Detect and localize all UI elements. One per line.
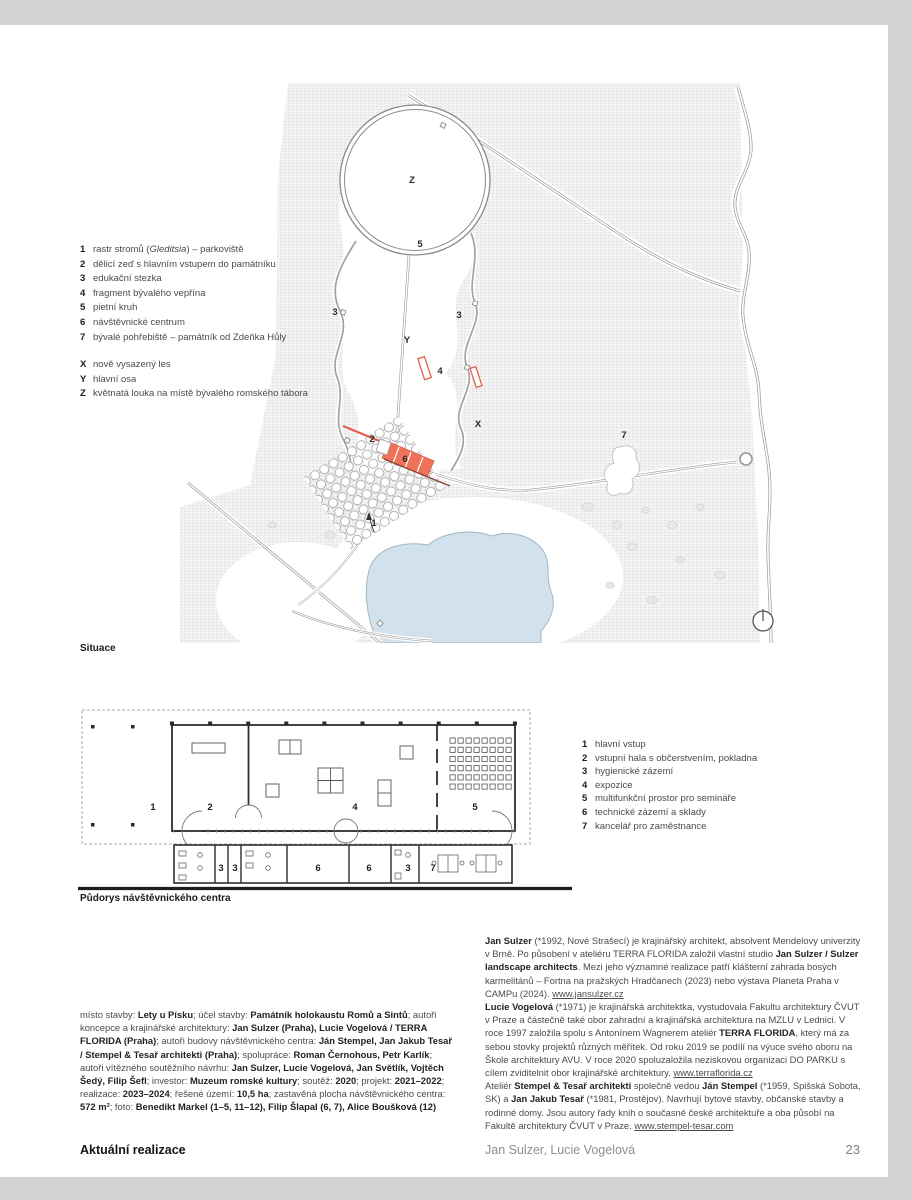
legend-key: 1 <box>80 244 86 255</box>
text-segment: 2020 <box>335 1075 357 1087</box>
text-segment: ) – parkoviště <box>186 244 244 255</box>
text-segment: rastr stromů ( <box>93 244 150 255</box>
page-number: 23 <box>845 1142 860 1157</box>
room-label-1: 1 <box>150 802 156 813</box>
text-segment: ; autoři budovy návštěvnického centra: <box>156 1035 319 1047</box>
legend-text <box>595 765 877 779</box>
text-segment: Jan Sulzer (Praha), Lucie Vogelová / TERRA FLORIDA (Praha) <box>80 1022 427 1047</box>
text-segment: ; realizace: <box>80 1075 445 1100</box>
pond <box>366 532 553 643</box>
text-segment: společně vedou <box>631 1080 703 1092</box>
memorial-circle <box>340 105 490 255</box>
map-label-6: 6 <box>402 454 408 465</box>
map-label-4: 4 <box>437 366 443 377</box>
text-segment: místo stavby: <box>80 1009 138 1020</box>
text-segment: Ján Stempel, Jan Jakub Tesař / Stempel & Tesař architekti (Praha) <box>80 1035 453 1060</box>
text-segment: Benedikt Markel (1–5, 11–12), Filip Šlapal (6, 7), Alice Boušková (12) <box>135 1101 437 1113</box>
legend-text <box>93 258 365 273</box>
service-band <box>174 845 512 883</box>
legend-text <box>93 358 365 373</box>
legend-item <box>582 738 877 752</box>
text-segment: 10,5 ha <box>236 1088 269 1100</box>
room-label-4: 4 <box>352 802 358 813</box>
map-label-5: 5 <box>417 239 423 250</box>
legend-key: Y <box>80 373 87 385</box>
bio-paragraph <box>485 1079 862 1132</box>
room-label-3c: 3 <box>405 863 411 874</box>
bio-paragraph <box>485 1000 862 1079</box>
legend-key: Z <box>80 388 86 400</box>
legend-item <box>582 765 877 779</box>
page <box>0 25 888 1177</box>
text-segment: nově vysazený les <box>93 359 171 371</box>
room-label-6a: 6 <box>315 863 321 874</box>
map-label-y: Y <box>403 335 411 346</box>
legend-key: 4 <box>80 287 86 299</box>
legend-item <box>582 806 877 820</box>
footer-section-title: Aktuální realizace <box>80 1143 186 1157</box>
legend-text <box>93 287 365 302</box>
legend-key: 3 <box>582 766 588 778</box>
legend-text <box>93 387 365 402</box>
legend-text <box>93 316 365 331</box>
room-label-7: 7 <box>430 863 436 874</box>
legend-item <box>582 779 877 793</box>
legend-item <box>80 258 365 273</box>
text-segment: hlavní vstup <box>595 739 646 750</box>
text-segment: pietní kruh <box>93 302 138 314</box>
text-segment: TERRA FLORIDA <box>719 1027 796 1039</box>
text-segment: (*1981, Prostějov). Navrhují bytové stavby, občanské stavby a rodinné domy. Jsou autory řady knih o současné české architektuře a oba působí na Fakultě architektury ČVUT v Praze. <box>485 1093 844 1131</box>
text-segment: (*1971) je krajinářská architektka, vystudovala Fakultu architektury ČVUT v Praze a částečně také obor zahradní a krajinářská architektura na MZLU v Lednici. V roce 1997 založila spolu s Antonínem Wagnerem ateliér <box>485 1001 860 1039</box>
legend-key: 6 <box>582 806 588 818</box>
text-segment: Jan Sulzer, Lucie Vogelová, Jan Světlík, Vojtěch Šedý, Filip Šefl <box>80 1061 444 1087</box>
text-segment: vstupní hala s občerstvením, pokladna <box>595 752 758 764</box>
legend-item <box>80 287 365 302</box>
text-segment: ; investor: <box>146 1075 190 1087</box>
text-segment: 2021–2022 <box>394 1075 442 1087</box>
legend-text <box>595 779 877 793</box>
bio-paragraph <box>485 934 862 1000</box>
map-label-1: 1 <box>371 518 377 529</box>
text-segment: expozice <box>595 779 633 791</box>
map-label-3a: 3 <box>332 307 338 318</box>
project-info <box>80 1008 456 1114</box>
text-segment: Gleditsia <box>149 244 187 255</box>
room-label-2: 2 <box>207 802 213 813</box>
text-segment: Jan Sulzer / Sulzer landscape architects <box>485 948 859 973</box>
legend-text <box>595 752 877 766</box>
legend-text <box>93 243 365 258</box>
text-segment: hygienické zázemí <box>595 766 674 778</box>
legend-key: 1 <box>582 739 588 750</box>
map-label-3b: 3 <box>456 310 462 321</box>
floor-plan-legend <box>582 738 877 833</box>
legend-key: 5 <box>80 302 86 314</box>
legend-key: X <box>80 359 87 371</box>
map-label-x: X <box>474 419 482 430</box>
legend-key: 4 <box>582 779 588 791</box>
legend-item <box>80 331 365 346</box>
text-segment: ; zastavěná plocha návštěvnického centra: <box>268 1088 446 1100</box>
legend-item <box>582 820 877 834</box>
link[interactable]: www.stempel-tesar.com <box>634 1119 734 1131</box>
legend-key: 6 <box>80 316 86 328</box>
legend-text <box>93 373 365 388</box>
legend-key: 5 <box>582 793 588 805</box>
room-label-6b: 6 <box>366 863 372 874</box>
text-segment: ; účel stavby: <box>193 1009 251 1020</box>
text-segment: Jan Sulzer <box>485 935 532 946</box>
legend-key: 3 <box>80 273 86 285</box>
legend-text <box>595 820 877 834</box>
legend-item <box>80 272 365 287</box>
text-segment: Ateliér <box>485 1080 515 1092</box>
text-segment: 2023–2024 <box>122 1088 170 1100</box>
text-segment: multifunkční prostor pro semináře <box>595 793 736 805</box>
text-segment: hlavní osa <box>93 373 137 385</box>
text-segment: . Mezi jeho významné realizace patří klášterní zahrada bosých karmelitánů – Fortna na pražských Hradčanech (2023) nebo výstava Planeta Praha v CAMPu (2024). <box>485 961 839 999</box>
text-segment: Jan Jakub Tesař <box>511 1093 584 1105</box>
text-segment: kancelář pro zaměstnance <box>595 820 707 832</box>
legend-text <box>93 301 365 316</box>
text-segment: dělicí zeď s hlavním vstupem do památníku <box>93 258 276 270</box>
text-segment: edukační stezka <box>93 273 162 285</box>
text-segment: Ján Stempel <box>702 1080 758 1092</box>
text-segment: Stempel & Tesař architekti <box>514 1080 632 1092</box>
link[interactable]: www.terraflorida.cz <box>673 1067 753 1079</box>
floor-plan-drawing <box>78 705 573 895</box>
legend-key: 2 <box>582 752 588 764</box>
legend-item <box>80 301 365 316</box>
text-segment: (*1959, Spišská Sobota, SK) a <box>485 1080 861 1105</box>
text-segment: technické zázemí a sklady <box>595 806 706 818</box>
site-plan-legend <box>80 243 365 402</box>
text-segment: ; autoři koncepce a krajinářské architektury: <box>80 1009 437 1034</box>
legend-text <box>93 272 365 287</box>
architect-bios <box>485 934 862 1132</box>
room-label-3a: 3 <box>218 863 224 874</box>
text-segment: ; soutěž: <box>297 1075 336 1087</box>
text-segment: návštěvnické centrum <box>93 316 185 328</box>
legend-key: 7 <box>582 820 588 832</box>
text-segment: ; řešené území: <box>169 1088 237 1100</box>
text-segment: Lucie Vogelová <box>485 1001 554 1013</box>
text-segment: ; foto: <box>109 1101 136 1113</box>
legend-item <box>582 752 877 766</box>
legend-item <box>80 373 365 388</box>
legend-key: 2 <box>80 258 86 270</box>
text-segment: Lety u Písku <box>137 1009 194 1020</box>
text-segment: ; spolupráce: <box>237 1048 294 1060</box>
text-segment: , který má za sebou stovky projektů různých měřítek. Od roku 2019 se podílí na výuce svého oboru na Škole architektury AVU. V roce 2020 spoluzaložila neziskovou organizaci DO PARKU s cílem zviditelnit obor krajinářské architektury. <box>485 1027 853 1079</box>
legend-item <box>80 243 365 258</box>
text-segment: Památník holokaustu Romů a Sintů <box>250 1009 408 1020</box>
legend-key: 7 <box>80 331 86 343</box>
text-segment: ; projekt: <box>356 1075 395 1087</box>
text-segment: Roman Černohous, Petr Karlík <box>293 1048 430 1060</box>
text-segment: 572 m² <box>80 1101 110 1113</box>
legend-text <box>595 806 877 820</box>
map-label-z: Z <box>409 175 415 186</box>
room-label-3b: 3 <box>232 863 238 874</box>
text-segment: (*1992, Nové Strašecí) je krajinářský architekt, absolvent Mendelovy univerzity v Brně. Po působení v ateliéru TERRA FLORIDA založil vlastní studio <box>485 935 861 960</box>
legend-text <box>93 331 365 346</box>
text-segment: Muzeum romské kultury <box>189 1075 298 1087</box>
legend-item <box>80 316 365 331</box>
text-segment: ; autoři vítězného soutěžního návrhu: <box>80 1048 433 1073</box>
text-segment: květnatá louka na místě bývalého romského tábora <box>93 388 308 400</box>
legend-item <box>80 387 365 402</box>
map-label-7: 7 <box>621 430 627 441</box>
link[interactable]: www.jansulzer.cz <box>552 987 624 999</box>
legend-text <box>595 738 877 752</box>
legend-item <box>80 358 365 373</box>
footer-authors: Jan Sulzer, Lucie Vogelová <box>485 1143 636 1157</box>
floor-plan-caption: Půdorys návštěvnického centra <box>80 893 231 904</box>
room-label-5: 5 <box>472 802 478 813</box>
text-segment: fragment bývalého vepřína <box>93 287 206 299</box>
site-plan-caption: Situace <box>80 643 116 654</box>
legend-item <box>582 792 877 806</box>
map-label-2: 2 <box>369 434 375 445</box>
text-segment: bývalé pohřebiště – památník od Zdeňka Hůly <box>93 331 287 343</box>
legend-text <box>595 792 877 806</box>
